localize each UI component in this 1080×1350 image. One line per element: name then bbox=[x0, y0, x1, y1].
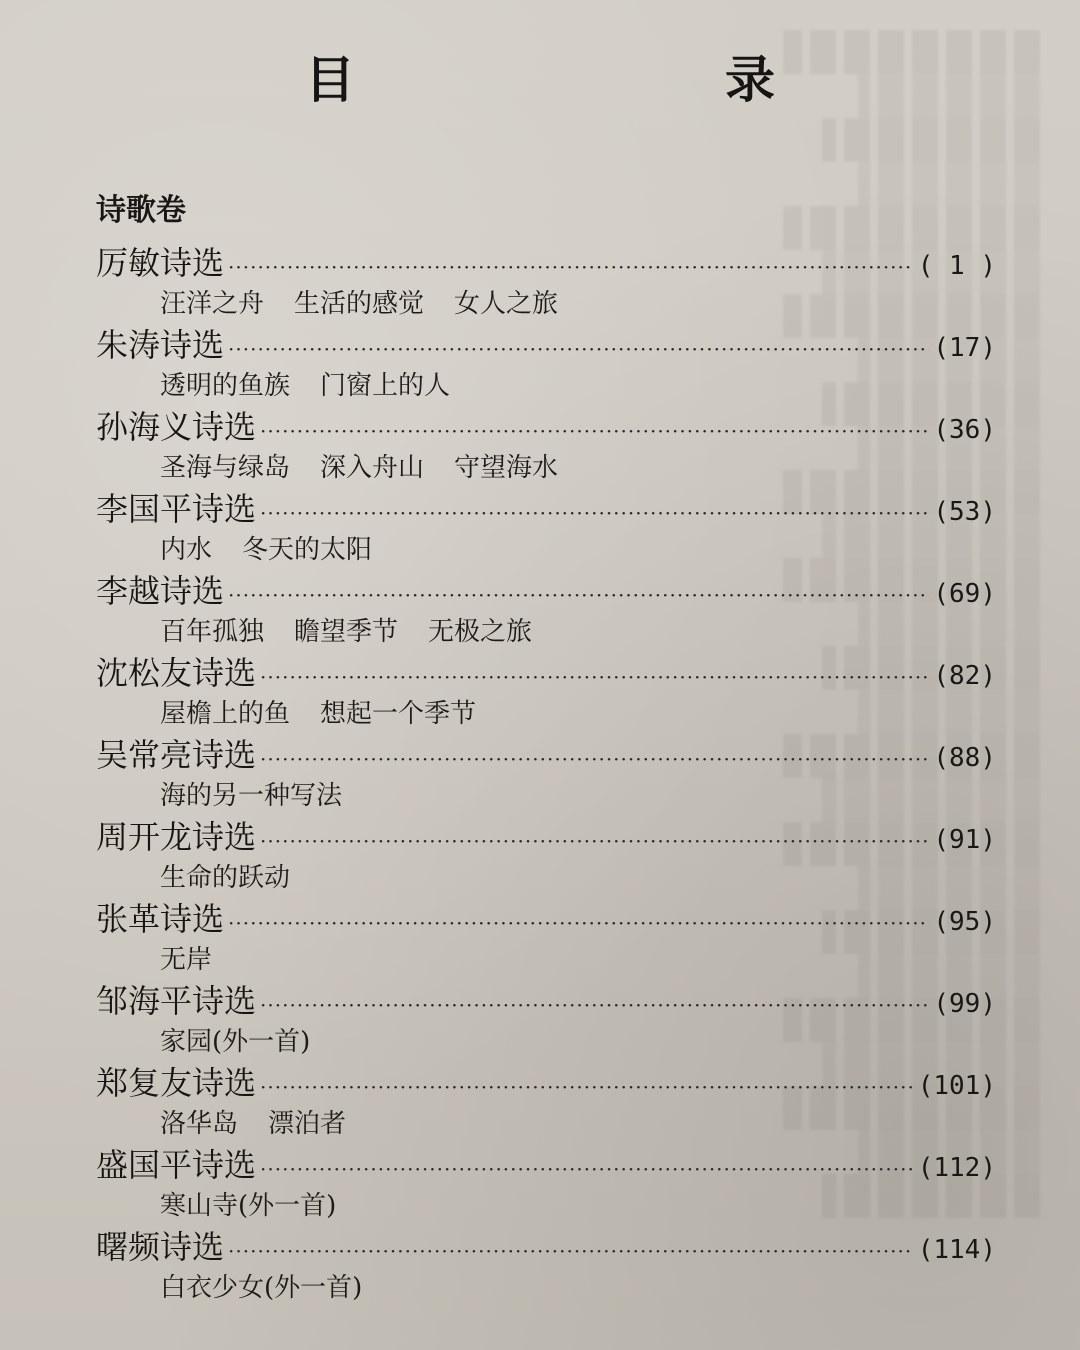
entry-page-number: (112) bbox=[917, 1153, 996, 1183]
entry-works bbox=[96, 696, 996, 732]
entry-title: 郑复友诗选 bbox=[96, 1064, 257, 1102]
entry-title: 孙海义诗选 bbox=[96, 408, 257, 446]
page-title: 目 录 bbox=[305, 50, 935, 109]
work-title: 瞻望季节 bbox=[294, 617, 399, 647]
work-title: 守望海水 bbox=[454, 453, 559, 483]
dot-leader bbox=[228, 1228, 914, 1274]
work-title: 生命的跃动 bbox=[160, 863, 291, 893]
entry-title: 朱涛诗选 bbox=[96, 326, 225, 364]
entry-works bbox=[96, 614, 996, 650]
entry-page-number: (95) bbox=[933, 907, 996, 937]
entry-page-number: (114) bbox=[917, 1235, 996, 1265]
dot-leader bbox=[228, 244, 914, 290]
work-title: 门窗上的人 bbox=[320, 371, 451, 401]
entry-title: 沈松友诗选 bbox=[96, 654, 257, 692]
entry-works bbox=[96, 368, 996, 404]
dot-leader bbox=[260, 408, 929, 454]
dot-leader bbox=[260, 736, 929, 782]
table-of-contents bbox=[96, 240, 996, 1306]
dot-leader bbox=[260, 1064, 914, 1110]
entry-page-number: (91) bbox=[933, 825, 996, 855]
entry-page-number: (17) bbox=[933, 333, 996, 363]
work-title: 女人之旅 bbox=[454, 289, 559, 319]
dot-leader bbox=[260, 490, 929, 536]
work-title: 寒山寺(外一首) bbox=[160, 1191, 337, 1221]
work-title: 生活的感觉 bbox=[294, 289, 425, 319]
dot-leader bbox=[228, 326, 929, 372]
toc-entry bbox=[96, 896, 996, 942]
entry-title: 李越诗选 bbox=[96, 572, 225, 610]
entry-works bbox=[96, 860, 996, 896]
work-title: 圣海与绿岛 bbox=[160, 453, 291, 483]
entry-works bbox=[96, 286, 996, 322]
dot-leader bbox=[260, 654, 929, 700]
entry-works bbox=[96, 778, 996, 814]
dot-leader bbox=[228, 900, 929, 946]
entry-title: 盛国平诗选 bbox=[96, 1146, 257, 1184]
toc-entry bbox=[96, 814, 996, 860]
entry-page-number: (101) bbox=[917, 1071, 996, 1101]
work-title: 百年孤独 bbox=[160, 617, 265, 647]
work-title: 白衣少女(外一首) bbox=[160, 1273, 363, 1303]
work-title: 漂泊者 bbox=[268, 1109, 347, 1139]
entry-page-number: (99) bbox=[933, 989, 996, 1019]
dot-leader bbox=[260, 818, 929, 864]
work-title: 想起一个季节 bbox=[320, 699, 477, 729]
entry-page-number: (88) bbox=[933, 743, 996, 773]
work-title: 汪洋之舟 bbox=[160, 289, 265, 319]
work-title: 无极之旅 bbox=[428, 617, 533, 647]
entry-works bbox=[96, 942, 996, 978]
work-title: 冬天的太阳 bbox=[242, 535, 373, 565]
entry-title: 周开龙诗选 bbox=[96, 818, 257, 856]
entry-title: 李国平诗选 bbox=[96, 490, 257, 528]
work-title: 透明的鱼族 bbox=[160, 371, 291, 401]
toc-entry bbox=[96, 322, 996, 368]
entry-works bbox=[96, 1106, 996, 1142]
entry-works bbox=[96, 1270, 996, 1306]
entry-title: 曙频诗选 bbox=[96, 1228, 225, 1266]
toc-entry bbox=[96, 240, 996, 286]
entry-works bbox=[96, 532, 996, 568]
entry-title: 张革诗选 bbox=[96, 900, 225, 938]
dot-leader bbox=[260, 1146, 914, 1192]
toc-entry bbox=[96, 1142, 996, 1188]
entry-works bbox=[96, 1188, 996, 1224]
entry-page-number: ( 1 ) bbox=[917, 251, 996, 281]
entry-page-number: (82) bbox=[933, 661, 996, 691]
toc-entry bbox=[96, 978, 996, 1024]
work-title: 洛华岛 bbox=[160, 1109, 239, 1139]
entry-title: 吴常亮诗选 bbox=[96, 736, 257, 774]
work-title: 无岸 bbox=[160, 945, 213, 975]
entry-title: 厉敏诗选 bbox=[96, 244, 225, 282]
dot-leader bbox=[228, 572, 929, 618]
work-title: 海的另一种写法 bbox=[160, 781, 343, 811]
toc-entry bbox=[96, 650, 996, 696]
entry-works bbox=[96, 450, 996, 486]
section-heading: 诗歌卷 bbox=[96, 193, 186, 228]
dot-leader bbox=[260, 982, 929, 1028]
toc-entry bbox=[96, 1060, 996, 1106]
work-title: 深入舟山 bbox=[320, 453, 425, 483]
entry-works bbox=[96, 1024, 996, 1060]
work-title: 屋檐上的鱼 bbox=[160, 699, 291, 729]
entry-page-number: (53) bbox=[933, 497, 996, 527]
toc-entry bbox=[96, 732, 996, 778]
entry-title: 邹海平诗选 bbox=[96, 982, 257, 1020]
entry-page-number: (36) bbox=[933, 415, 996, 445]
toc-entry bbox=[96, 404, 996, 450]
toc-entry bbox=[96, 568, 996, 614]
toc-entry bbox=[96, 486, 996, 532]
work-title: 家园(外一首) bbox=[160, 1027, 311, 1057]
toc-entry bbox=[96, 1224, 996, 1270]
work-title: 内水 bbox=[160, 535, 213, 565]
entry-page-number: (69) bbox=[933, 579, 996, 609]
